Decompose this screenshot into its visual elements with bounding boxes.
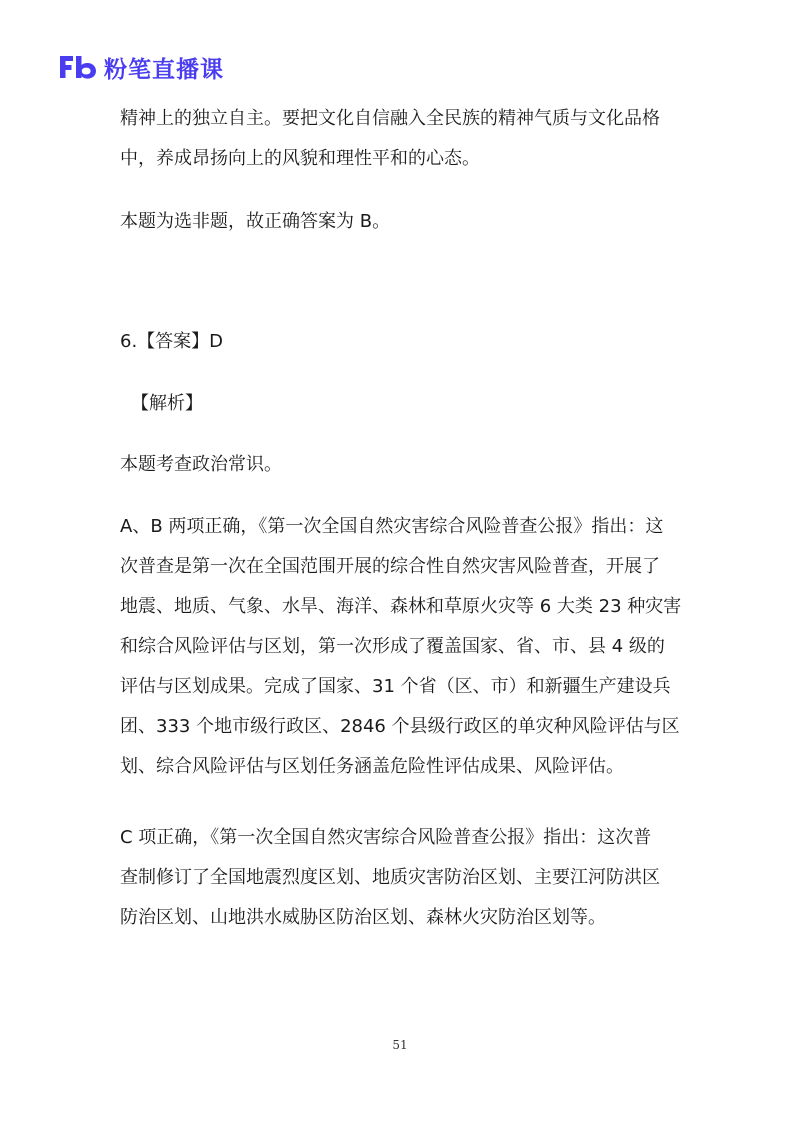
q6-analysis-label: 【解析】 <box>131 393 203 414</box>
q6-ab-paragraph <box>120 507 700 787</box>
text-line: 划、综合风险评估与区划任务涵盖危险性评估成果、风险评估。 <box>120 756 624 777</box>
brand-name: 粉笔直播课 <box>104 56 224 83</box>
text-line: 地震、地质、气象、水旱、海洋、森林和草原火灾等 6 大类 23 种灾害 <box>120 596 682 617</box>
fb-logo-icon <box>58 53 98 81</box>
text-line: 和综合风险评估与区划，第一次形成了覆盖国家、省、市、县 4 级的 <box>120 636 665 657</box>
page-header <box>58 52 224 82</box>
text-line: 次普查是第一次在全国范围开展的综合性自然灾害风险普查，开展了 <box>120 556 660 577</box>
prev-conclusion: 本题为选非题，故正确答案为 B。 <box>120 211 391 232</box>
text-line: 精神上的独立自主。要把文化自信融入全民族的精神气质与文化品格 <box>120 108 660 129</box>
q6-topic: 本题考查政治常识。 <box>120 454 282 475</box>
text-line: 中，养成昂扬向上的风貌和理性平和的心态。 <box>120 148 480 169</box>
q6-c-paragraph <box>120 818 700 938</box>
q6-answer: 6.【答案】D <box>120 331 224 352</box>
text-line: A、B 两项正确，《第一次全国自然灾害综合风险普查公报》指出：这 <box>120 516 664 537</box>
text-line: C 项正确，《第一次全国自然灾害综合风险普查公报》指出：这次普 <box>120 827 652 848</box>
text-line: 查制修订了全国地震烈度区划、地质灾害防治区划、主要江河防洪区 <box>120 867 660 888</box>
intro-paragraph <box>120 99 700 179</box>
text-line: 团、333 个地市级行政区、2846 个县级行政区的单灾种风险评估与区 <box>120 716 680 737</box>
text-line: 防治区划、山地洪水威胁区防治区划、森林火灾防治区划等。 <box>120 907 606 928</box>
text-line: 评估与区划成果。完成了国家、31 个省（区、市）和新疆生产建设兵 <box>120 676 671 697</box>
page-number: 51 <box>392 1038 408 1052</box>
